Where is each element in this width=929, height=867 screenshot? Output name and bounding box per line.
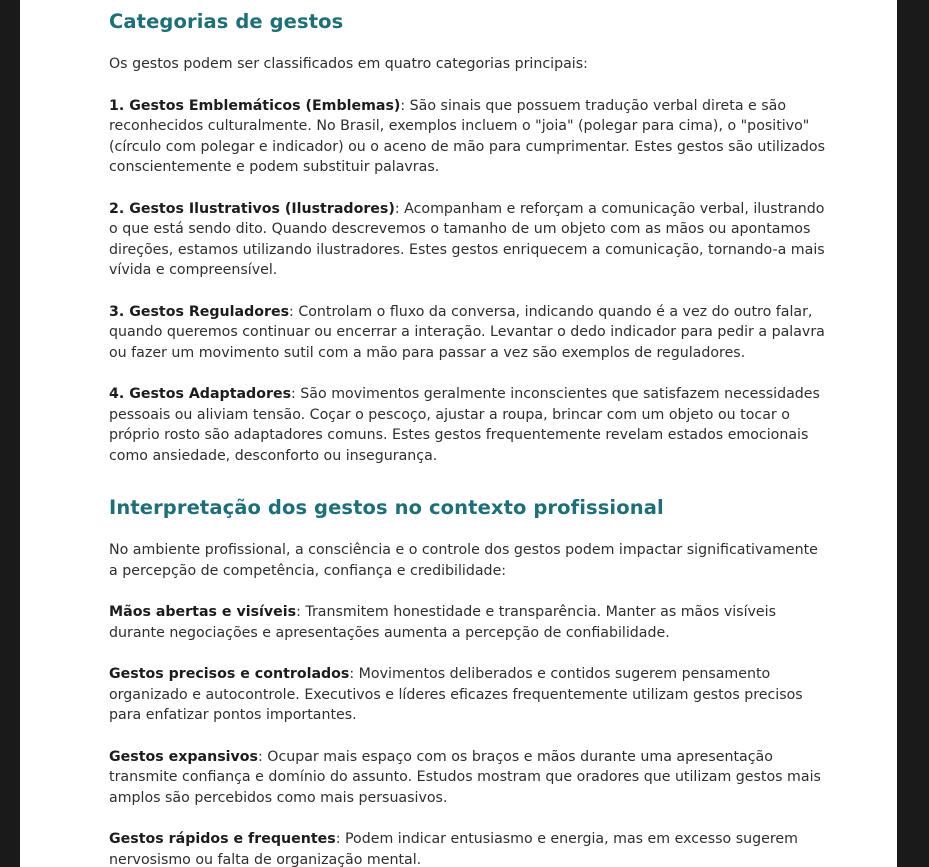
spacer <box>109 643 827 664</box>
item-body: : Acompanham e reforçam a comunicação verbal, ilustrando o que está sendo dito. Quando descrevemos o tamanho de um objeto com as mãos ou apontamos direções, estamos utilizando ilustradores. Estes gestos enriquecem a comunicação, tornando-a mais vívida e compreensível. <box>109 200 825 278</box>
item-lead: 2. Gestos Ilustrativos (Ilustradores) <box>109 200 395 217</box>
item-lead: Mãos abertas e visíveis <box>109 604 297 620</box>
list-item <box>109 664 827 726</box>
item-lead: 3. Gestos Reguladores <box>109 303 290 320</box>
spacer <box>109 581 827 602</box>
spacer <box>109 281 827 302</box>
document-page <box>20 0 897 867</box>
item-body: : Ocupar mais espaço com os braços e mãos durante uma apresentação transmite confiança e domínio do assunto. Estudos mostram que oradores que utilizam gestos mais amplos são percebidos como mais persuasivos. <box>109 748 821 806</box>
item-lead: 1. Gestos Emblemáticos (Emblemas) <box>109 97 401 114</box>
list-item <box>109 302 827 364</box>
item-body: : Controlam o fluxo da conversa, indicando quando é a vez do outro falar, quando queremos continuar ou encerrar a interação. Levantar o dedo indicador para pedir a palavra ou fazer um movimento sutil com a mão para passar a vez são exemplos de reguladores. <box>109 303 825 361</box>
list-item <box>109 384 827 466</box>
list-item <box>109 602 827 643</box>
list-item <box>109 829 827 867</box>
item-body: : Movimentos deliberados e contidos sugerem pensamento organizado e autocontrole. Executivos e líderes eficazes frequentemente utilizam gestos precisos para enfatizar pontos importantes. <box>109 666 803 723</box>
spacer <box>109 466 827 496</box>
item-body: : Transmitem honestidade e transparência. Manter as mãos visíveis durante negociações e apresentações aumenta a percepção de confiabilidade. <box>109 604 776 641</box>
spacer <box>109 726 827 747</box>
section-intro-interpretacao: No ambiente profissional, a consciência e o controle dos gestos podem impactar significativamente a percepção de competência, confiança e credibilidade: <box>109 542 818 579</box>
list-item <box>109 96 827 178</box>
spacer <box>109 178 827 199</box>
spacer <box>109 33 827 54</box>
item-body: : São sinais que possuem tradução verbal direta e são reconhecidos culturalmente. No Brasil, exemplos incluem o "joia" (polegar para cima), o "positivo" (círculo com polegar e indicador) ou o aceno de mão para cumprimentar. Estes gestos são utilizados conscientemente e podem substituir palavras. <box>109 97 826 175</box>
spacer <box>109 75 827 96</box>
section-heading-categorias: Categorias de gestos <box>109 10 344 33</box>
spacer <box>109 808 827 829</box>
section-intro-categorias: Os gestos podem ser classificados em quatro categorias principais: <box>109 56 588 72</box>
item-body: : São movimentos geralmente inconscientes que satisfazem necessidades pessoais ou aliviam tensão. Coçar o pescoço, ajustar a roupa, brincar com um objeto ou tocar o próprio rosto são adaptadores comuns. Estes gestos frequentemente revelam estados emocionais como ansiedade, desconforto ou insegurança. <box>109 386 820 464</box>
item-body: : Podem indicar entusiasmo e energia, mas em excesso sugerem nervosismo ou falta de organização mental. <box>109 831 798 867</box>
item-lead: 4. Gestos Adaptadores <box>109 386 292 402</box>
item-lead: Gestos expansivos <box>109 748 258 765</box>
section-heading-interpretacao: Interpretação dos gestos no contexto profissional <box>109 496 664 519</box>
item-lead: Gestos rápidos e frequentes <box>109 831 336 847</box>
top-spacer <box>109 0 827 10</box>
spacer <box>109 363 827 384</box>
list-item <box>109 199 827 281</box>
spacer <box>109 519 827 540</box>
document-content <box>20 0 897 867</box>
list-item <box>109 747 827 809</box>
item-lead: Gestos precisos e controlados <box>109 666 350 682</box>
